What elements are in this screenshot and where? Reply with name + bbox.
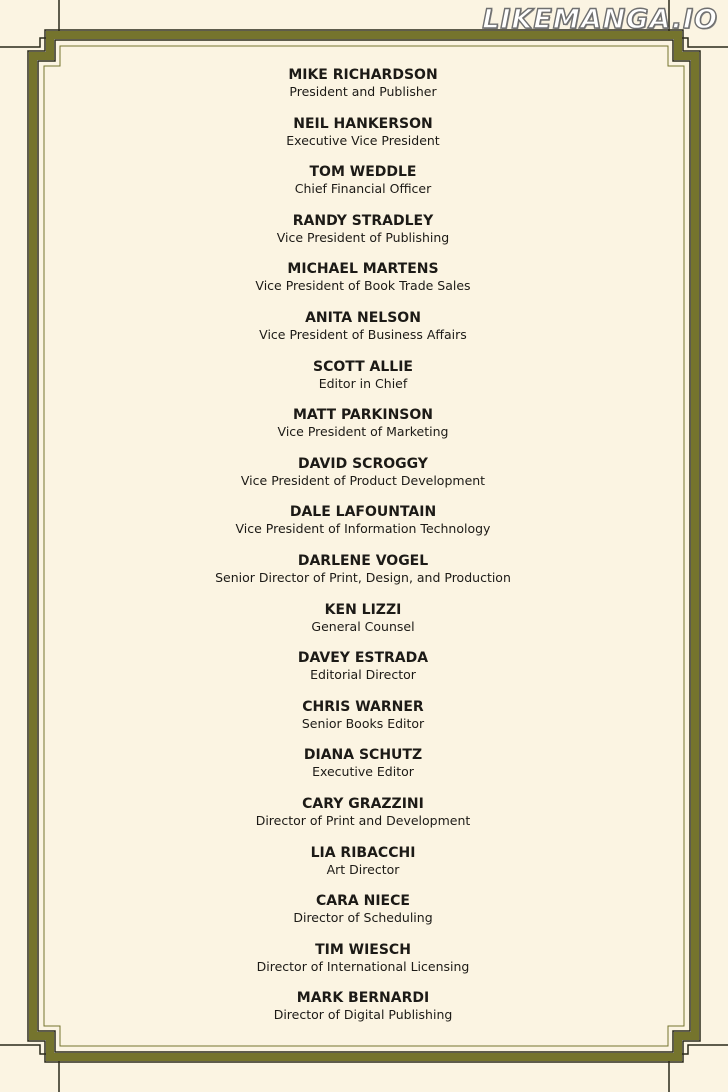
staff-title: Executive Vice President [286, 132, 440, 148]
staff-title: Art Director [326, 861, 400, 877]
staff-entry [60, 746, 666, 795]
staff-entry [60, 844, 666, 893]
staff-entry [60, 260, 666, 309]
staff-title: Editorial Director [310, 667, 416, 683]
staff-title: Vice President of Business Affairs [259, 326, 467, 342]
staff-title: Vice President of Book Trade Sales [255, 278, 471, 294]
staff-title: Vice President of Marketing [277, 424, 449, 440]
staff-title: Vice President of Product Development [240, 472, 486, 488]
staff-title: Vice President of Information Technology [235, 521, 491, 537]
staff-entry [60, 941, 666, 990]
staff-entry [60, 406, 666, 455]
staff-name: DAVID SCROGGY [298, 455, 428, 472]
staff-name: LIA RIBACCHI [310, 844, 416, 861]
staff-title: President and Publisher [289, 84, 437, 99]
staff-name: NEIL HANKERSON [293, 115, 433, 132]
staff-entry [60, 115, 666, 164]
site-watermark: LIKEMANGA.IO [482, 4, 718, 35]
staff-name: TOM WEDDLE [309, 164, 417, 181]
staff-name: MATT PARKINSON [292, 407, 434, 424]
staff-entry [60, 455, 666, 504]
staff-entry [60, 66, 666, 115]
staff-title: Editor in Chief [318, 375, 408, 391]
staff-entry [60, 795, 666, 844]
staff-name: RANDY STRADLEY [292, 212, 434, 229]
staff-name: CHRIS WARNER [302, 698, 424, 715]
staff-entry [60, 698, 666, 747]
staff-credits-list [60, 66, 666, 1038]
staff-entry [60, 163, 666, 212]
staff-name: CARA NIECE [316, 893, 410, 910]
staff-name: KEN LIZZI [324, 601, 402, 618]
staff-entry [60, 503, 666, 552]
staff-entry [60, 358, 666, 407]
staff-title: Senior Books Editor [301, 715, 425, 731]
staff-entry [60, 649, 666, 698]
staff-name: DAVEY ESTRADA [297, 650, 429, 667]
staff-entry [60, 989, 666, 1038]
staff-title: Vice President of Publishing [276, 229, 450, 245]
staff-title: Director of Scheduling [293, 910, 433, 926]
staff-title: Director of Digital Publishing [273, 1007, 453, 1023]
staff-name: ANITA NELSON [305, 309, 421, 326]
staff-name: MIKE RICHARDSON [288, 67, 438, 83]
staff-title: Director of International Licensing [256, 958, 470, 974]
staff-title: General Counsel [311, 618, 415, 634]
staff-name: DALE LAFOUNTAIN [289, 504, 437, 521]
staff-entry [60, 552, 666, 601]
staff-name: MICHAEL MARTENS [287, 261, 439, 278]
staff-name: MARK BERNARDI [296, 990, 430, 1007]
staff-name: DARLENE VOGEL [297, 552, 429, 569]
staff-name: TIM WIESCH [315, 941, 411, 958]
staff-entry [60, 601, 666, 650]
staff-entry [60, 892, 666, 941]
staff-entry [60, 212, 666, 261]
staff-title: Executive Editor [312, 764, 414, 780]
staff-name: CARY GRAZZINI [302, 795, 424, 812]
staff-entry [60, 309, 666, 358]
staff-name: SCOTT ALLIE [312, 358, 413, 375]
staff-title: Chief Financial Officer [294, 181, 432, 197]
staff-title: Senior Director of Print, Design, and Production [215, 569, 511, 585]
staff-name: DIANA SCHUTZ [303, 747, 423, 764]
staff-title: Director of Print and Development [255, 812, 471, 828]
